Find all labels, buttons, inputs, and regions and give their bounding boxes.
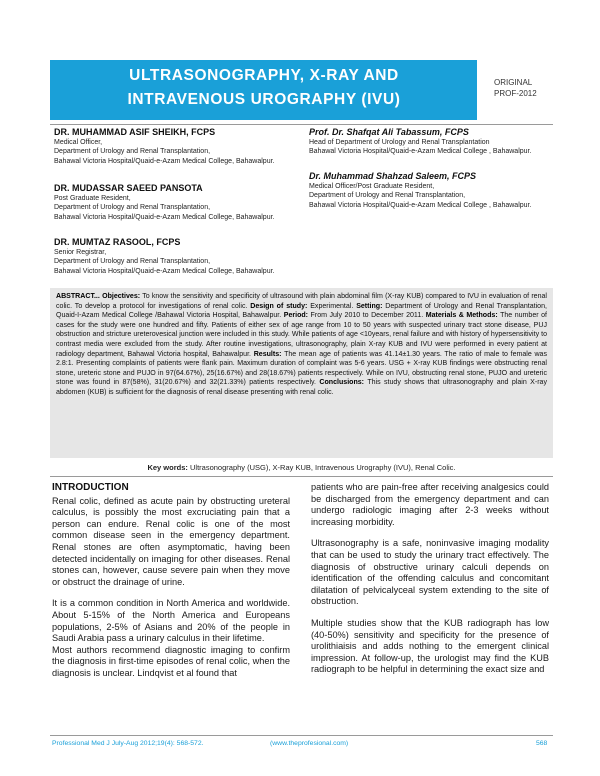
results-label: Results:: [253, 350, 282, 358]
author-affiliation: Medical Officer/Post Graduate Resident,: [309, 183, 435, 190]
divider: [50, 476, 553, 477]
keywords: [50, 462, 553, 474]
author-name: DR. MUDASSAR SAEED PANSOTA: [54, 183, 203, 193]
article-title: [58, 64, 470, 112]
abstract-label: ABSTRACT...: [56, 293, 100, 300]
author-affiliation: Department of Urology and Renal Transplantation,: [309, 192, 466, 200]
design-label: Design of study:: [250, 302, 308, 310]
body-column-left: [52, 482, 290, 690]
author-name: DR. MUMTAZ RASOOL, FCPS: [54, 237, 181, 247]
keywords-label: Key words:: [147, 463, 188, 472]
author-name: Dr. Muhammad Shahzad Saleem, FCPS: [309, 171, 477, 181]
author-name: DR. MUHAMMAD ASIF SHEIKH, FCPS: [54, 127, 216, 137]
author-affiliation: Post Graduate Resident,: [54, 195, 131, 202]
author-affiliation: Bahawal Victoria Hospital/Quaid-e-Azam Medical College , Bahawalpur.: [309, 201, 532, 209]
paragraph: patients who are pain-free after receiving analgesics could be discharged from the emergency department and can undergo radiologic imaging after 2-3 weeks without increasing morbidity.: [311, 482, 549, 527]
author-affiliation: Department of Urology and Renal Transplantation,: [54, 148, 211, 156]
paragraph: Most authors recommend diagnostic imaging to confirm the diagnosis in first-time episodes of renal colic, when the diagnosis is unclear. Lindqvist et al found that: [52, 644, 290, 678]
section-heading: INTRODUCTION: [52, 482, 129, 493]
author-block: [309, 170, 553, 210]
author-block: [309, 126, 553, 157]
author-affiliation: Bahawal Victoria Hospital/Quaid-e-Azam Medical College, Bahawalpur.: [54, 267, 275, 275]
page-number: 568: [536, 740, 548, 747]
divider: [50, 124, 553, 125]
author-affiliation: Bahawal Victoria Hospital/Quaid-e-Azam Medical College, Bahawalpur.: [54, 213, 275, 221]
author-affiliation: Bahawal Victoria Hospital/Quaid-e-Azam Medical College, Bahawalpur.: [54, 157, 275, 165]
keywords-text: Ultrasonography (USG), X-Ray KUB, Intravenous Urography (IVU), Renal Colic.: [190, 463, 456, 472]
objectives-text: To know the sensitivity and specificity of ultrasound with plain abdominal film (X-ray KUB) compared to IVU in evaluation of renal colic. To develop a protocol for investigations of renal colic.: [56, 293, 547, 310]
results-text: The mean age of patients was 41.14±1.30 years. The ratio of male to female was 2.8:1. Presenting complaints of patients were flank pain. Maximum duration of complaint was 5-6 years. USG + X-ray KUB findings were obstructing renal stone, ureteric stone and PUJO in 97(64.67%), 25(16.67%) and 28(18.67%) patients respectively. While on IVU, obstructing renal stone, PUJO and ureteric stone was found in 87(58%), 31(20.67%) and 32(21.33%) patients respectively.: [56, 350, 547, 387]
author-affiliation: Department of Urology and Renal Transplantation,: [54, 258, 211, 266]
author-affiliation: Senior Registrar,: [54, 249, 107, 256]
paragraph: Ultrasonography is a safe, noninvasive imaging modality that can be used to study the urinary tract effectively. The diagnosis of obstructive urinary calculi depends on identification of the offending calculus and concomitant dilatation of pelvicalyceal system extending to the site of obstruction.: [311, 538, 549, 607]
body-column-right: [311, 482, 549, 686]
author-affiliation: Head of Department of Urology and Renal Transplantation: [309, 139, 490, 146]
conclusions-text: This study shows that ultrasonography and plain X-ray abdomen (KUB) is sufficient for the diagnosis of renal disease presenting with renal colic.: [56, 379, 547, 396]
article-type: ORIGINAL: [494, 78, 533, 87]
methods-text: The number of cases for the study were one hundred and fifty. Patients of either sex of age range from 10 to 50 years with suspected urinary tract stone disease, PUJ obstruction and stricture ureterovesical junction were included in this study. While patients of age <10years, renal failure and with history of hypersensitivity to contrast media were excluded from the study. After routine investigations, ultrasonography, plain X-ray KUB and IVU were performed in every patient at radiology department, Bahawal Victoria hospital, Bahawalpur.: [56, 312, 547, 358]
journal-citation: Professional Med J July-Aug 2012;19(4): 568-572.: [52, 740, 204, 747]
author-affiliation: Medical Officer,: [54, 139, 103, 146]
methods-label: Materials & Methods:: [425, 312, 498, 320]
title-line-1: ULTRASONOGRAPHY, X-RAY AND: [129, 67, 399, 84]
author-block: [54, 126, 314, 166]
setting-label: Setting:: [356, 302, 383, 310]
footer-divider: [50, 735, 553, 736]
period-label: Period:: [283, 312, 309, 320]
conclusions-label: Conclusions:: [319, 379, 365, 387]
author-name: Prof. Dr. Shafqat Ali Tabassum, FCPS: [309, 127, 469, 137]
journal-website: (www.theprofesional.com): [270, 740, 349, 747]
paragraph: Multiple studies show that the KUB radiograph has low (40-50%) sensitivity and specificity for the presence of urolithiaisis and adds nothing to the emergent clinical impression. At follow-up, the urologist may find the KUB radiograph to be helpful in determining the exact size and: [311, 617, 549, 675]
author-block: [54, 236, 314, 276]
author-affiliation: Bahawal Victoria Hospital/Quaid-e-Azam Medical College , Bahawalpur.: [309, 148, 532, 156]
abstract: [56, 292, 547, 398]
article-code: PROF-2012: [494, 89, 537, 98]
author-block: [54, 182, 314, 222]
article-type-label: [494, 77, 537, 99]
setting-text: Department of Urology and Renal Transplantation, Quaid-I-Azam Medical College /Bahawal Victoria Hospital, Bahawalpur.: [56, 302, 547, 320]
title-line-2: INTRAVENOUS UROGRAPHY (IVU): [127, 91, 401, 108]
period-text: From July 2010 to December 2011.: [310, 312, 424, 320]
paragraph: Renal colic, defined as acute pain by obstructing ureteral calculus, is possibly the most excruciating pain that a person can endure. Renal colic is one of the most common disease seen in the emergency department. Renal stones are often asymptomatic, having been detected incidentally on imaging for other diseases. Renal stones can, however, cause severe pain when they move or obstruct the drainage of urine.: [52, 495, 290, 587]
design-text: Experimental.: [310, 302, 354, 310]
author-affiliation: Department of Urology and Renal Transplantation,: [54, 204, 211, 212]
paragraph: It is a common condition in North America and worldwide. About 5-15% of the North America and Europeans populations, 2-5% of Asians and 20% of the people in Saudi Arabia pass a urinary calculus in their lifetime.: [52, 598, 290, 644]
objectives-label: Objectives:: [102, 293, 141, 300]
